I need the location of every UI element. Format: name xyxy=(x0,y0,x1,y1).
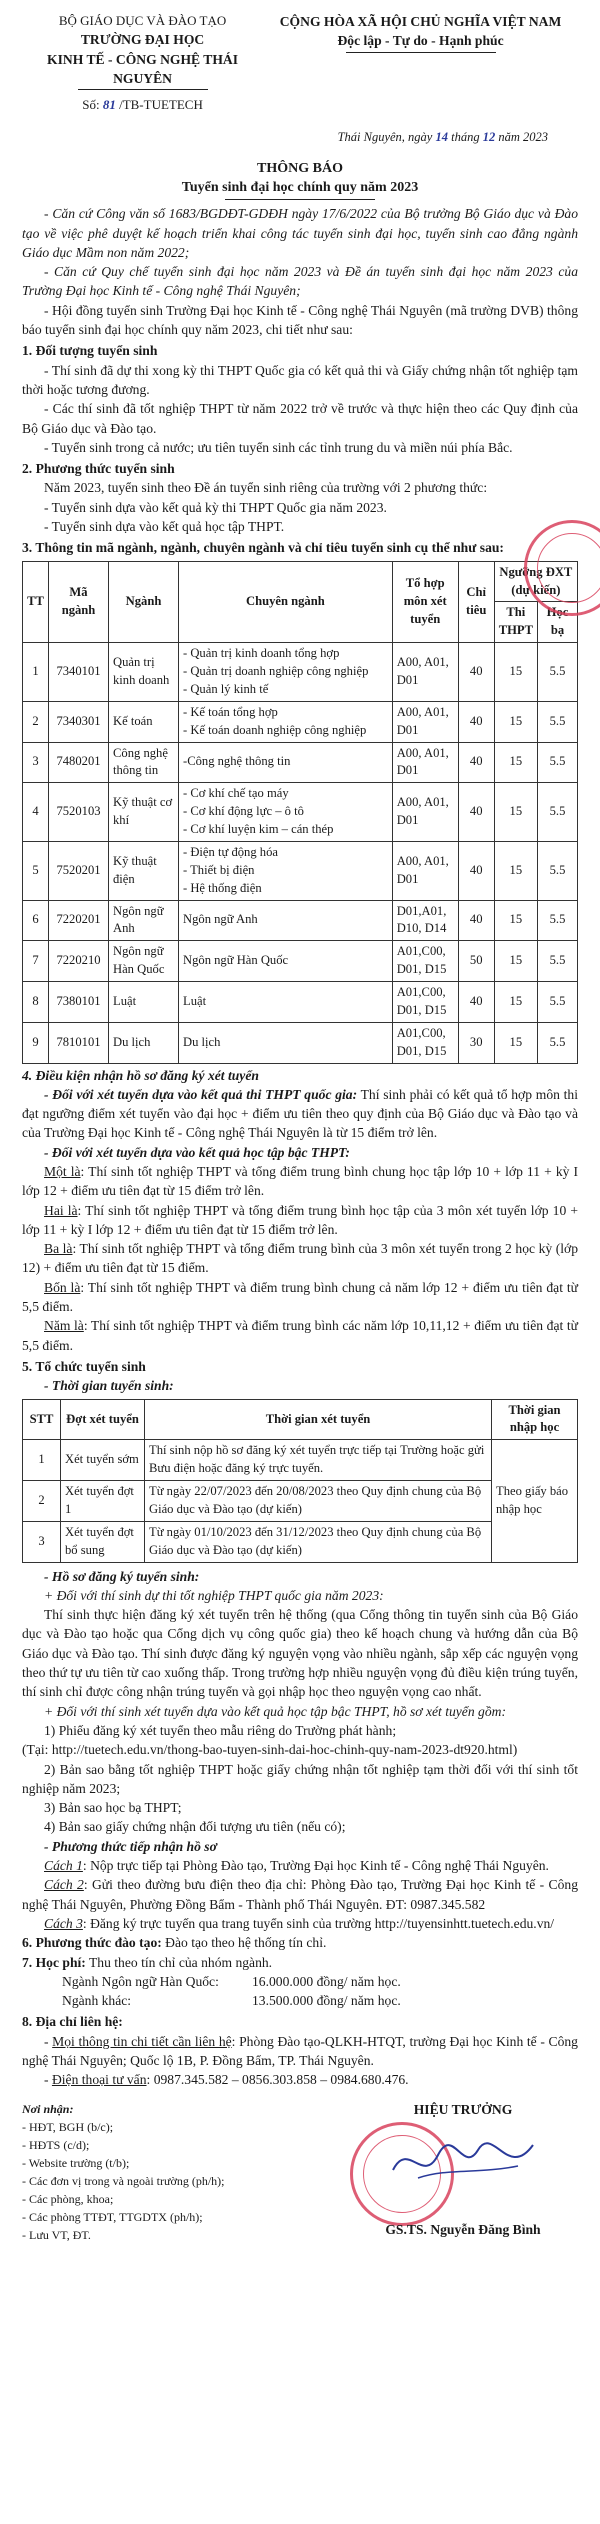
program-cell-tohop: A00, A01, D01 xyxy=(392,783,458,842)
program-row xyxy=(23,643,578,702)
school-name-1: TRƯỜNG ĐẠI HỌC xyxy=(80,32,205,48)
recipient-item: - Lưu VT, ĐT. xyxy=(22,2227,91,2242)
col-dot: Đợt xét tuyển xyxy=(61,1399,145,1440)
fee-name: Ngành khác: xyxy=(62,1993,132,2009)
contact-text: : Phòng Đào tạo-QLKH-HTQT, trường Đại học Kinh tế - Công nghệ Thái Nguyên; Quốc lộ 1B, P. Đồng Bẩm, TP. Thái Nguyên. xyxy=(22,2033,578,2068)
recipient-item: - Các phòng, khoa; xyxy=(22,2191,114,2206)
date-prefix: Thái Nguyên, ngày xyxy=(337,129,433,144)
section-4b-ways xyxy=(22,1162,578,1355)
criteria-text: : Thí sinh tốt nghiệp THPT và tổng điểm trung bình học tập của 3 môn xét tuyển lớp 10 + lớp 11 + kỳ I lớp 12 + điểm ưu tiên đạt từ 15 điểm trở lên. xyxy=(22,1202,578,1237)
program-cell-hocba: 5.5 xyxy=(538,941,578,982)
section-4a xyxy=(22,1085,578,1143)
program-cell-chuyen: - Quản trị kinh doanh tổng hợp - Quản trị doanh nghiệp công nghiệp - Quản lý kinh tế xyxy=(179,643,393,702)
receive-label: Cách 1 xyxy=(44,1858,83,1874)
section-7-text: Thu theo tín chỉ của nhóm ngành. xyxy=(85,1954,273,1970)
program-cell-chitieu: 40 xyxy=(458,982,494,1023)
col-tt: TT xyxy=(23,561,49,643)
program-cell-tt: 3 xyxy=(23,742,49,783)
program-cell-tohop: A00, A01, D01 xyxy=(392,643,458,702)
section-1-item: - Tuyển sinh trong cả nước; ưu tiên tuyển sinh các tỉnh trung du và miền núi phía Bắc. xyxy=(44,439,513,455)
program-cell-thpt: 15 xyxy=(494,643,537,702)
document-date xyxy=(22,129,578,147)
schedule-cell-tg: Từ ngày 22/07/2023 đến 20/08/2023 theo Quy định chung của Bộ Giáo dục và Đào tạo (dự kiến) xyxy=(145,1481,492,1522)
date-year: năm 2023 xyxy=(498,129,548,144)
program-cell-tohop: A01,C00, D01, D15 xyxy=(392,941,458,982)
programs-table-body xyxy=(23,643,578,1063)
school-name-2: KINH TẾ - CÔNG NGHỆ THÁI NGUYÊN xyxy=(47,51,239,87)
program-cell-chuyen: Du lịch xyxy=(179,1022,393,1063)
fee-amount: 13.500.000 đồng/ năm học. xyxy=(252,1993,401,2009)
doc-number xyxy=(22,96,263,114)
section-8-title: 8. Địa chỉ liên hệ: xyxy=(22,2014,123,2030)
header-rule-right xyxy=(346,52,496,53)
program-cell-tt: 6 xyxy=(23,900,49,941)
program-cell-tohop: A00, A01, D01 xyxy=(392,742,458,783)
hocba-sub: + Đối với thí sinh xét tuyển dựa vào kết quả học tập bậc THPT, hồ sơ xét tuyển gồm: xyxy=(44,1703,506,1719)
program-cell-chitieu: 50 xyxy=(458,941,494,982)
section-4-title: 4. Điều kiện nhận hồ sơ đăng ký xét tuyển xyxy=(22,1067,259,1083)
schedule-table xyxy=(22,1399,578,1563)
criteria-label: Năm là xyxy=(44,1318,84,1334)
receive-text: : Gửi theo đường bưu điện theo địa chỉ: Phòng Đào tạo, Trường Đại học Kinh tế - Công nghệ Thái Nguyên, Phường Đồng Bẩm - Thành phố Thái Nguyên. ĐT: 0987.345.582 xyxy=(22,1877,579,1912)
criteria-item xyxy=(22,1239,578,1278)
receive-item xyxy=(22,1875,578,1914)
hocba-item: 2) Bản sao bằng tốt nghiệp THPT hoặc giấy chứng nhận tốt nghiệp tạm thời đối với thí sinh tốt nghiệp năm 2023; xyxy=(22,1761,578,1796)
program-row xyxy=(23,742,578,783)
schedule-cell-tg: Thí sinh nộp hồ sơ đăng ký xét tuyển trực tiếp tại Trường hoặc gửi Bưu điện hoặc đăng ký trực tuyến. xyxy=(145,1440,492,1481)
recipient-item: - Các đơn vị trong và ngoài trường (ph/h); xyxy=(22,2173,225,2188)
program-cell-tohop: D01,A01, D10, D14 xyxy=(392,900,458,941)
phone-text: : 0987.345.582 – 0856.303.858 – 0984.680.476. xyxy=(146,2072,409,2088)
program-row xyxy=(23,701,578,742)
section-4b-title: - Đối với xét tuyển dựa vào kết quả học tập bậc THPT: xyxy=(44,1144,350,1160)
hocba-item: 1) Phiếu đăng ký xét tuyển theo mẫu riêng do Trường phát hành; xyxy=(44,1722,397,1738)
programs-table xyxy=(22,561,578,1064)
program-cell-nganh: Kỹ thuật cơ khí xyxy=(109,783,179,842)
section-4a-title: - Đối với xét tuyển dựa vào kết quả thi THPT quốc gia: xyxy=(44,1086,358,1102)
program-cell-chuyen: - Điện tự động hóa - Thiết bị điện - Hệ thống điện xyxy=(179,841,393,900)
col-stt: STT xyxy=(23,1399,61,1440)
program-cell-thpt: 15 xyxy=(494,900,537,941)
recipients-block xyxy=(22,2100,292,2244)
schedule-cell-dot: Xét tuyển sớm xyxy=(61,1440,145,1481)
recipient-item: - HĐT, BGH (b/c); xyxy=(22,2119,114,2134)
program-row xyxy=(23,783,578,842)
intro-basis-1: - Căn cứ Công văn số 1683/BGDĐT-GDĐH ngày 17/6/2022 của Bộ trưởng Bộ Giáo dục và Đào tạo về việc phê duyệt kế hoạch triển khai công tác tuyển sinh đại học, tuyển sinh cao đẳng ngành Giáo dục Mầm non năm 2022; xyxy=(22,206,578,260)
document-title xyxy=(22,159,578,201)
nation-name: CỘNG HÒA XÃ HỘI CHỦ NGHĨA VIỆT NAM xyxy=(279,14,562,29)
program-cell-hocba: 5.5 xyxy=(538,900,578,941)
program-cell-hocba: 5.5 xyxy=(538,841,578,900)
recipient-item: - Các phòng TTĐT, TTGDTX (ph/h); xyxy=(22,2209,203,2224)
program-cell-nganh: Du lịch xyxy=(109,1022,179,1063)
program-cell-chuyen: -Công nghệ thông tin xyxy=(179,742,393,783)
signature-icon xyxy=(388,2130,538,2190)
section-6-text: Đào tạo theo hệ thống tín chỉ. xyxy=(161,1935,327,1951)
criteria-text: : Thí sinh tốt nghiệp THPT và điểm trung bình các năm lớp 10,11,12 + điểm ưu tiên đạt từ 5,5 điểm. xyxy=(22,1318,578,1353)
fee-list xyxy=(22,1972,578,2011)
recipient-item: - Website trường (t/b); xyxy=(22,2155,130,2170)
recipients-title: Nơi nhận: xyxy=(22,2101,74,2116)
receive-text: : Đăng ký trực tuyến qua trang tuyển sinh của trường http://tuyensinhtt.tuetech.edu.vn/ xyxy=(82,1915,555,1931)
section-3-title: 3. Thông tin mã ngành, ngành, chuyên ngành và chỉ tiêu tuyển sinh cụ thể như sau: xyxy=(22,540,504,556)
program-cell-chitieu: 40 xyxy=(458,701,494,742)
program-cell-hocba: 5.5 xyxy=(538,1022,578,1063)
signer-title: HIỆU TRƯỞNG xyxy=(413,2101,513,2117)
program-row xyxy=(23,982,578,1023)
contact-label: Mọi thông tin chi tiết cần liên hệ xyxy=(52,2033,232,2049)
program-cell-ma: 7520201 xyxy=(49,841,109,900)
schedule-cell-dot: Xét tuyển đợt 1 xyxy=(61,1481,145,1522)
title-rule xyxy=(225,199,375,200)
hoso-text: Thí sinh thực hiện đăng ký xét tuyển trên hệ thống (qua Cổng thông tin tuyển sinh của Bộ Giáo dục và Đào tạo hoặc qua Cổng dịch vụ công quốc gia) theo kế hoạch chung và hướng dẫn của Bộ Giáo dục và Đào tạo. Thí sinh được đăng ký nguyện vọng vào nhiều ngành, sắp xếp các nguyện vọng theo thứ tự ưu tiên từ cao xuống thấp. Trong trường hợp nhiều nguyện vọng đủ điều kiện trúng tuyển, thí sinh chỉ được công nhận trúng tuyển và gọi nhập học theo nguyện vọng cao nhất. xyxy=(22,1607,578,1700)
program-cell-tohop: A00, A01, D01 xyxy=(392,841,458,900)
program-cell-nganh: Kỹ thuật điện xyxy=(109,841,179,900)
doc-number-label: Số: xyxy=(82,97,100,113)
section-7 xyxy=(22,1953,578,1972)
program-cell-ma: 7480201 xyxy=(49,742,109,783)
program-cell-hocba: 5.5 xyxy=(538,742,578,783)
criteria-label: Bốn là xyxy=(44,1279,81,1295)
phone-label: Điện thoại tư vấn xyxy=(51,2072,147,2088)
program-cell-chuyen: Luật xyxy=(179,982,393,1023)
criteria-item xyxy=(22,1201,578,1240)
recipient-item: - HĐTS (c/d); xyxy=(22,2137,90,2152)
registration-form-link[interactable]: (Tại: http://tuetech.edu.vn/thong-bao-tuyen-sinh-dai-hoc-chinh-quy-nam-2023-dt920.html) xyxy=(22,1742,518,1758)
schedule-cell-stt: 3 xyxy=(23,1521,61,1562)
program-cell-nganh: Luật xyxy=(109,982,179,1023)
schedule-cell-nhap: Theo giấy báo nhập học xyxy=(492,1440,578,1562)
section-7-title: 7. Học phí: xyxy=(22,1954,86,1970)
receive-text: : Nộp trực tiếp tại Phòng Đào tạo, Trường Đại học Kinh tế - Công nghệ Thái Nguyên. xyxy=(82,1858,549,1874)
document-header xyxy=(22,12,578,115)
program-cell-ma: 7220210 xyxy=(49,941,109,982)
col-nhap-hoc: Thời gian nhập học xyxy=(492,1399,578,1440)
col-chuyen-nganh: Chuyên ngành xyxy=(179,561,393,643)
hoso-sub: + Đối với thí sinh dự thi tốt nghiệp THPT quốc gia năm 2023: xyxy=(44,1587,384,1603)
receive-label: Cách 3 xyxy=(44,1915,83,1931)
signer-block xyxy=(348,2100,578,2240)
nation-block xyxy=(263,12,578,115)
date-day: 14 xyxy=(435,129,448,144)
program-cell-ma: 7220201 xyxy=(49,900,109,941)
col-to-hop: Tổ hợp môn xét tuyển xyxy=(392,561,458,643)
program-row xyxy=(23,941,578,982)
col-chi-tieu: Chỉ tiêu xyxy=(458,561,494,643)
title-line-2: Tuyển sinh đại học chính quy năm 2023 xyxy=(181,180,419,196)
hocba-link[interactable] xyxy=(22,1740,578,1759)
fee-name: Ngành Ngôn ngữ Hàn Quốc: xyxy=(62,1973,219,1989)
hocba-item: 4) Bản sao giấy chứng nhận đối tượng ưu tiên (nếu có); xyxy=(44,1819,346,1835)
col-thi-thpt: Thi THPT xyxy=(494,602,537,643)
schedule-cell-dot: Xét tuyển đợt bổ sung xyxy=(61,1521,145,1562)
program-cell-tt: 4 xyxy=(23,783,49,842)
section-2-text: Năm 2023, tuyển sinh theo Đề án tuyển sinh riêng của trường với 2 phương thức: xyxy=(44,480,488,496)
program-cell-ma: 7520103 xyxy=(49,783,109,842)
program-cell-tohop: A01,C00, D01, D15 xyxy=(392,982,458,1023)
schedule-table-body xyxy=(23,1440,578,1562)
signature-area xyxy=(22,2100,578,2244)
program-cell-chuyen: - Kế toán tổng hợp - Kế toán doanh nghiệp công nghiệp xyxy=(179,701,393,742)
col-nguong-dxt: Ngưỡng ĐXT (dự kiến) xyxy=(494,561,577,602)
receive-title: - Phương thức tiếp nhận hồ sơ xyxy=(44,1838,217,1854)
program-cell-chitieu: 40 xyxy=(458,783,494,842)
criteria-label: Ba là xyxy=(44,1241,73,1257)
program-cell-nganh: Quản trị kinh doanh xyxy=(109,643,179,702)
col-ma-nganh: Mã ngành xyxy=(49,561,109,643)
nation-motto: Độc lập - Tự do - Hạnh phúc xyxy=(337,33,504,49)
program-cell-thpt: 15 xyxy=(494,1022,537,1063)
program-cell-chuyen: Ngôn ngữ Anh xyxy=(179,900,393,941)
criteria-item xyxy=(22,1162,578,1201)
section-2-item: - Tuyển sinh dựa vào kết quả kỳ thi THPT Quốc gia năm 2023. xyxy=(44,499,387,515)
program-cell-tt: 1 xyxy=(23,643,49,702)
program-cell-tohop: A01,C00, D01, D15 xyxy=(392,1022,458,1063)
program-cell-chuyen: Ngôn ngữ Hàn Quốc xyxy=(179,941,393,982)
doc-number-handwritten: 81 xyxy=(102,97,116,113)
intro-section xyxy=(22,204,578,339)
contact-line: - Mọi thông tin chi tiết cần liên hệ: Phòng Đào tạo-QLKH-HTQT, trường Đại học Kinh tế - Công nghệ Thái Nguyên; Quốc lộ 1B, P. Đồng Bẩm, TP. Thái Nguyên. xyxy=(22,2033,578,2068)
program-cell-chitieu: 30 xyxy=(458,1022,494,1063)
program-cell-hocba: 5.5 xyxy=(538,982,578,1023)
schedule-row xyxy=(23,1440,578,1481)
program-row xyxy=(23,841,578,900)
program-cell-ma: 7810101 xyxy=(49,1022,109,1063)
program-cell-nganh: Công nghệ thông tin xyxy=(109,742,179,783)
section-1-item: - Các thí sinh đã tốt nghiệp THPT từ năm 2022 trở về trước và thực hiện theo các Quy định của Bộ Giáo dục và Đào tạo. xyxy=(22,401,578,436)
program-cell-nganh: Ngôn ngữ Hàn Quốc xyxy=(109,941,179,982)
date-month-label: tháng xyxy=(451,129,480,144)
criteria-text: : Thí sinh tốt nghiệp THPT và điểm trung bình chung cả năm lớp 12 + điểm ưu tiên đạt từ 5,5 điểm. xyxy=(22,1279,578,1315)
hocba-item: 3) Bản sao học bạ THPT; xyxy=(44,1800,182,1816)
receive-label: Cách 2 xyxy=(44,1877,84,1893)
criteria-text: : Thí sinh tốt nghiệp THPT và tổng điểm trung bình của 3 môn xét tuyển trong 2 học kỳ (lớp 12) + điểm ưu tiên đạt từ 15 điểm. xyxy=(22,1241,579,1276)
section-1-title: 1. Đối tượng tuyển sinh xyxy=(22,343,158,359)
program-cell-chitieu: 40 xyxy=(458,742,494,783)
program-cell-tt: 7 xyxy=(23,941,49,982)
schedule-cell-stt: 1 xyxy=(23,1440,61,1481)
header-rule-left xyxy=(78,89,208,90)
criteria-item xyxy=(22,1278,578,1317)
section-5-title: 5. Tổ chức tuyển sinh xyxy=(22,1358,146,1374)
program-row xyxy=(23,1022,578,1063)
program-cell-ma: 7380101 xyxy=(49,982,109,1023)
program-cell-nganh: Kế toán xyxy=(109,701,179,742)
program-cell-ma: 7340101 xyxy=(49,643,109,702)
program-cell-thpt: 15 xyxy=(494,841,537,900)
col-hoc-ba: Học bạ xyxy=(538,602,578,643)
program-row xyxy=(23,900,578,941)
receive-item xyxy=(22,1914,578,1933)
col-thoi-gian: Thời gian xét tuyển xyxy=(145,1399,492,1440)
program-cell-thpt: 15 xyxy=(494,783,537,842)
program-cell-chitieu: 40 xyxy=(458,900,494,941)
program-cell-hocba: 5.5 xyxy=(538,643,578,702)
program-cell-tt: 9 xyxy=(23,1022,49,1063)
section-5-time-title: - Thời gian tuyển sinh: xyxy=(44,1378,174,1394)
program-cell-hocba: 5.5 xyxy=(538,783,578,842)
title-line-1: THÔNG BÁO xyxy=(257,160,343,176)
intro-council: - Hội đồng tuyển sinh Trường Đại học Kinh tế - Công nghệ Thái Nguyên (mã trường DVB) thông báo tuyển sinh đại học chính quy năm 2023, chi tiết như sau: xyxy=(22,302,578,338)
section-2-item: - Tuyển sinh dựa vào kết quả học tập THPT. xyxy=(44,519,285,535)
col-nganh: Ngành xyxy=(109,561,179,643)
date-month: 12 xyxy=(482,129,496,144)
section-1-item: - Thí sinh đã dự thi xong kỳ thi THPT Quốc gia có kết quả thi và Giấy chứng nhận tốt nghiệp tạm thời hoặc tương đương. xyxy=(22,362,578,397)
program-cell-chuyen: - Cơ khí chế tạo máy - Cơ khí động lực – ô tô - Cơ khí luyện kim – cán thép xyxy=(179,783,393,842)
intro-basis-2: - Căn cứ Quy chế tuyển sinh đại học năm 2023 và Đề án tuyển sinh đại học năm 2023 của Trường Đại học Kinh tế - Công nghệ Thái Nguyên; xyxy=(22,264,578,299)
section-4a-text: Thí sinh phải có kết quả tổ hợp môn thi đạt ngưỡng điểm xét tuyển vào đại học + điểm ưu tiên theo quy định của Bộ Giáo dục và Đào tạo và của Trường Đại học Kinh tế - Công nghệ Thái Nguyên là từ 15 điểm trở lên. xyxy=(22,1086,579,1141)
recipients-list xyxy=(22,2118,292,2244)
doc-number-suffix: /TB-TUETECH xyxy=(119,97,203,113)
program-cell-thpt: 15 xyxy=(494,701,537,742)
program-cell-tt: 8 xyxy=(23,982,49,1023)
schedule-cell-tg: Từ ngày 01/10/2023 đến 31/12/2023 theo Quy định chung của Bộ Giáo dục và Đào tạo (dự kiến) xyxy=(145,1521,492,1562)
org-block xyxy=(22,12,263,115)
section-6 xyxy=(22,1933,578,1952)
fee-amount: 16.000.000 đồng/ năm học. xyxy=(252,1973,401,1989)
criteria-label: Một là xyxy=(44,1164,81,1179)
ministry-name: BỘ GIÁO DỤC VÀ ĐÀO TẠO xyxy=(58,13,227,28)
fee-row xyxy=(62,1972,578,1991)
program-cell-thpt: 15 xyxy=(494,742,537,783)
receive-item xyxy=(22,1856,578,1875)
section-6-title: 6. Phương thức đào tạo: xyxy=(22,1935,162,1951)
program-cell-hocba: 5.5 xyxy=(538,701,578,742)
criteria-text: : Thí sinh tốt nghiệp THPT và tổng điểm trung bình chung học tập lớp 10 + lớp 11 + kỳ I lớp 12 + điểm ưu tiên đạt từ 15 điểm trở lên. xyxy=(22,1164,579,1199)
criteria-item xyxy=(22,1316,578,1355)
receive-ways xyxy=(22,1856,578,1933)
program-cell-chitieu: 40 xyxy=(458,841,494,900)
fee-row xyxy=(62,1991,578,2010)
schedule-cell-stt: 2 xyxy=(23,1481,61,1522)
section-2-title: 2. Phương thức tuyển sinh xyxy=(22,461,175,477)
hoso-title: - Hồ sơ đăng ký tuyển sinh: xyxy=(44,1568,200,1584)
program-cell-thpt: 15 xyxy=(494,941,537,982)
program-cell-ma: 7340301 xyxy=(49,701,109,742)
program-cell-tohop: A00, A01, D01 xyxy=(392,701,458,742)
program-cell-chitieu: 40 xyxy=(458,643,494,702)
program-cell-tt: 2 xyxy=(23,701,49,742)
program-cell-thpt: 15 xyxy=(494,982,537,1023)
criteria-label: Hai là xyxy=(44,1202,78,1218)
phone-line: - Điện thoại tư vấn: 0987.345.582 – 0856.303.858 – 0984.680.476. xyxy=(44,2072,409,2088)
program-cell-nganh: Ngôn ngữ Anh xyxy=(109,900,179,941)
program-cell-tt: 5 xyxy=(23,841,49,900)
signer-name: GS.TS. Nguyễn Đăng Bình xyxy=(385,2222,541,2238)
